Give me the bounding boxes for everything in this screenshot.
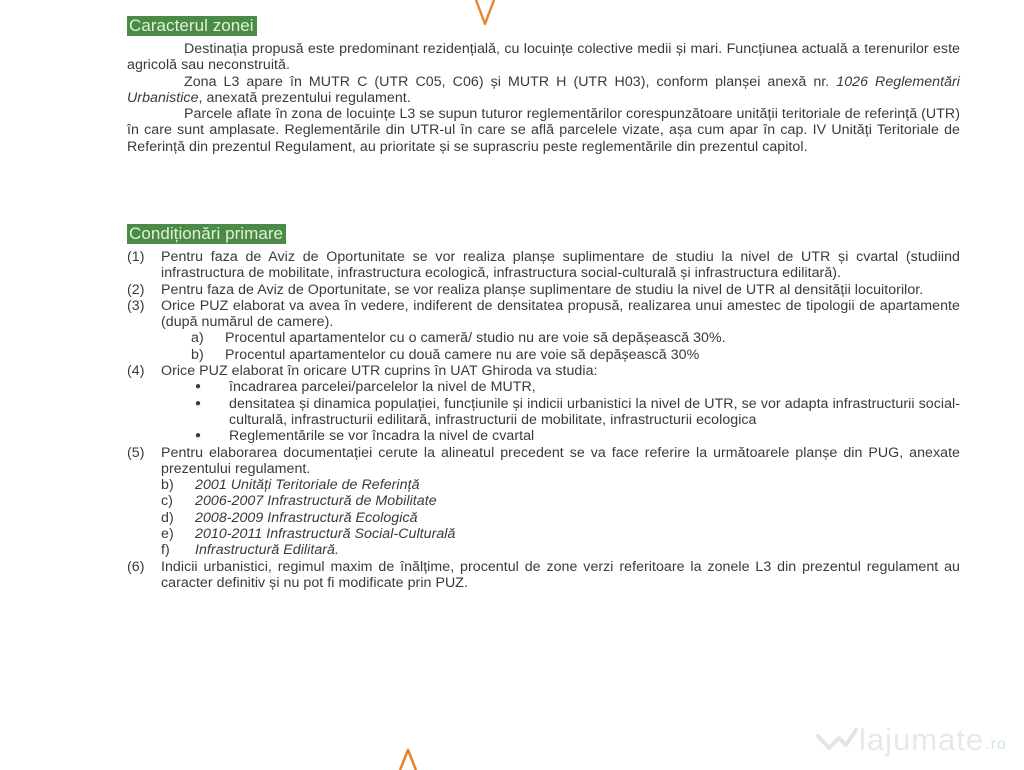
- sub-list-item: [127, 542, 960, 558]
- plansa-reference: 2001 Unități Teritoriale de Referință: [195, 477, 420, 494]
- sub-list-item: [127, 493, 960, 509]
- section-heading-conditionari-primare: Condiționări primare: [127, 224, 286, 244]
- arrow-up-marker-icon: [398, 748, 418, 770]
- sub-item-letter: a): [191, 330, 204, 347]
- item-number: (4): [127, 363, 145, 380]
- bullet-icon: ●: [195, 381, 202, 393]
- list-item: [127, 445, 960, 478]
- lajumate-logo-icon: [815, 726, 859, 754]
- item-number: (6): [127, 558, 145, 575]
- paragraph-text: Zona L3 apare în MUTR C (UTR C05, C06) și MUTR H (UTR H03), conform planșei anexă nr.: [184, 73, 837, 90]
- list-item: [127, 363, 960, 379]
- item-text: Orice PUZ elaborat va avea în vedere, indiferent de densitatea propusă, realizarea unui amestec de tipologii de apartamente (după numărul de camere).: [161, 297, 960, 331]
- section-heading-caracterul-zonei: Caracterul zonei: [127, 16, 257, 36]
- sub-item-letter: f): [161, 542, 170, 559]
- sub-item-text: Procentul apartamentelor cu două camere nu are voie să depășească 30%: [225, 346, 700, 363]
- lajumate-watermark: [815, 722, 1007, 758]
- list-item: [127, 249, 960, 282]
- item-number: (2): [127, 281, 145, 298]
- bullet-text: Reglementările se vor încadra la nivel de cvartal: [229, 428, 535, 445]
- item-text: Orice PUZ elaborat în oricare UTR cuprins în UAT Ghiroda va studia:: [161, 363, 598, 380]
- plansa-reference: 1026 Reglementări Urbanistice: [127, 73, 960, 106]
- plansa-reference: 2008-2009 Infrastructură Ecologică: [195, 509, 418, 526]
- paragraph: Parcele aflate în zona de locuințe L3 se supun tuturor reglementărilor corespunzătoare unității teritoriale de referință (UTR) în care sunt amplasate. Reglementările din UTR-ul în care se află parcelele vizate, așa cum apar în cap. IV Unități Teritoriale de Referință din prezentul Regulament, au prioritate și se suprascriu peste reglementările din prezentul capitol.: [127, 106, 960, 155]
- bullet-icon: ●: [195, 430, 202, 442]
- paragraph: [127, 74, 960, 107]
- section-body-caracterul-zonei: [127, 41, 960, 155]
- item-text: Pentru faza de Aviz de Oportunitate, se vor realiza planșe suplimentare de studiu la nivel de UTR al densității locuitorilor.: [161, 281, 924, 298]
- item-number: (1): [127, 249, 145, 265]
- bullet-text: încadrarea parcelei/parcelelor la nivel de MUTR,: [229, 379, 536, 396]
- plansa-reference: Infrastructură Edilitară.: [195, 542, 339, 559]
- sub-item-letter: b): [161, 477, 174, 494]
- item-number: (3): [127, 297, 145, 314]
- watermark-brand: lajumate: [859, 722, 985, 757]
- sub-list-item: [127, 330, 960, 346]
- bullet-list-item: [127, 428, 960, 444]
- list-item: [127, 282, 960, 298]
- paragraph-text: , anexată prezentului regulament.: [198, 89, 411, 106]
- watermark-tld: .ro: [985, 736, 1007, 753]
- list-item: [127, 559, 960, 592]
- sub-list-item: [127, 347, 960, 363]
- bullet-text: densitatea și dinamica populației, funcțiunile și indicii urbanistici la nivel de UTR, se vor adapta infrastructurii social-culturală, infrastructurii edilitară, infrastructurii de mobilitate, infrastructurii ecologica: [229, 395, 960, 428]
- sub-item-letter: c): [161, 493, 173, 510]
- bullet-list-item: [127, 396, 960, 429]
- sub-list-item: [127, 510, 960, 526]
- plansa-reference: 2006-2007 Infrastructură de Mobilitate: [195, 493, 437, 510]
- plansa-reference: 2010-2011 Infrastructură Social-Culturală: [195, 526, 456, 543]
- bullet-list-item: [127, 379, 960, 395]
- sub-item-letter: e): [161, 526, 174, 543]
- item-number: (5): [127, 444, 145, 461]
- sub-list-item: [127, 477, 960, 493]
- sub-item-letter: b): [191, 346, 204, 363]
- item-text: Indicii urbanistici, regimul maxim de înălțime, procentul de zone verzi referitoare la zonele L3 din prezentul regulament au caracter definitiv și nu pot fi modificate prin PUZ.: [161, 558, 960, 591]
- sub-item-text: Procentul apartamentelor cu o cameră/ studio nu are voie să depășească 30%.: [225, 330, 726, 347]
- list-item: [127, 298, 960, 331]
- item-text: Pentru faza de Aviz de Oportunitate se vor realiza planșe suplimentare de studiu la nivel de UTR și cvartal (studiind infrastructura de mobilitate, infrastructura ecologică, infrastructura social-culturală și infrastructura edilitară).: [161, 249, 960, 282]
- arrow-down-marker-icon: [474, 0, 496, 26]
- item-text: Pentru elaborarea documentației cerute la alineatul precedent se va face referire la următoarele planșe din PUG, anexate prezentului regulament.: [161, 444, 960, 477]
- paragraph: Destinația propusă este predominant rezidențială, cu locuințe colective medii și mari. Funcțiunea actuală a terenurilor este agricolă sau neconstruită.: [127, 41, 960, 74]
- bullet-icon: ●: [195, 397, 202, 409]
- section-body-conditionari-primare: [127, 249, 960, 591]
- sub-item-letter: d): [161, 509, 174, 526]
- sub-list-item: [127, 526, 960, 542]
